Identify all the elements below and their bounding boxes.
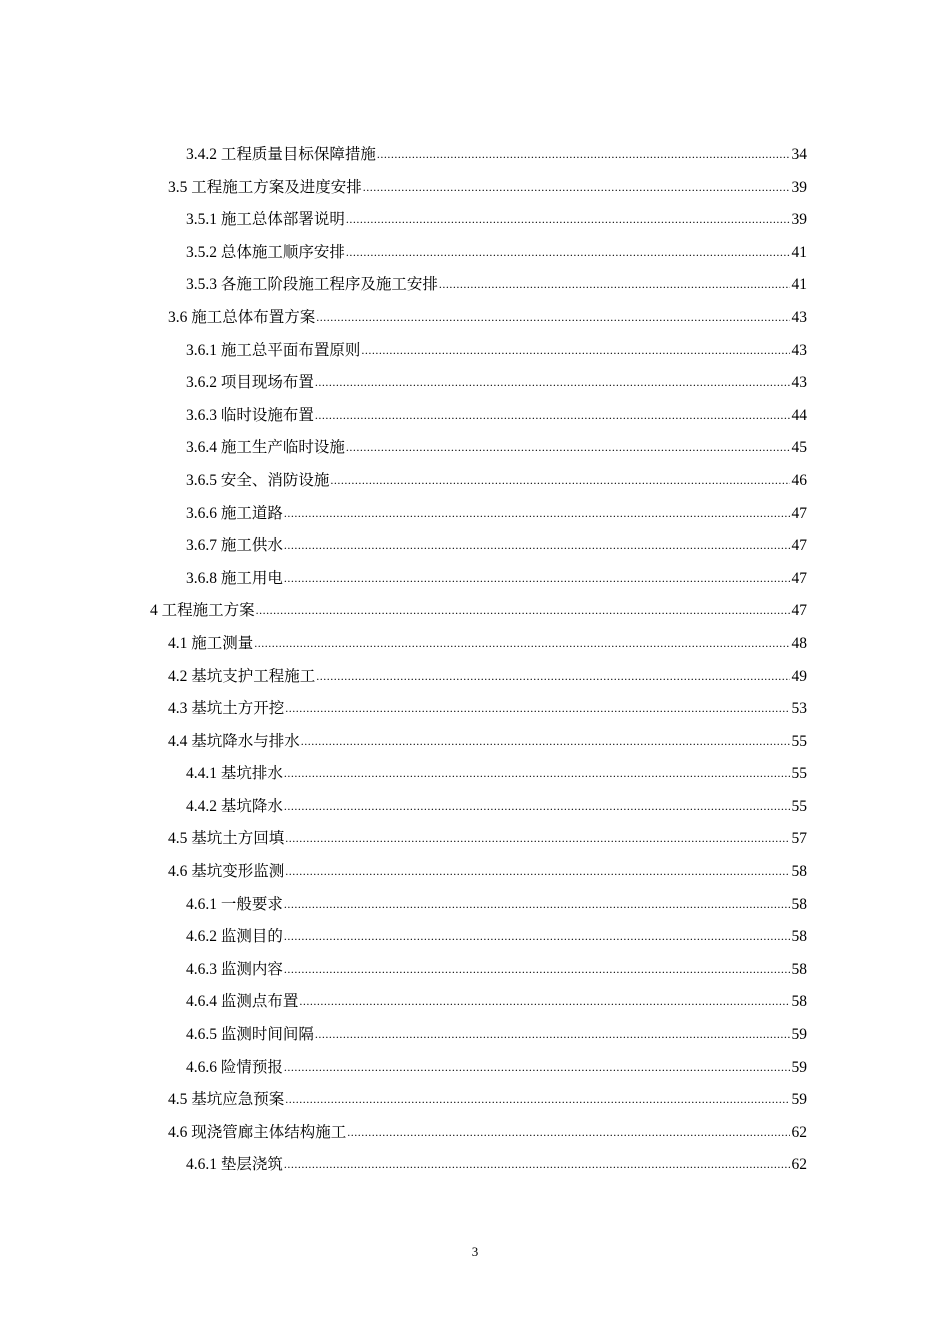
toc-entry-page: 47 [791,504,807,522]
toc-entry-title: 3.6.2 项目现场布置 [186,367,314,400]
toc-entry[interactable] [0,563,950,596]
toc-entry-page: 55 [791,765,807,783]
toc-entry-page: 41 [791,243,807,261]
toc-dot-leader [285,692,790,725]
toc-entry-page: 59 [791,1026,807,1044]
toc-entry-title: 3.6 施工总体布置方案 [168,302,315,335]
toc-entry[interactable] [0,172,950,205]
toc-entry[interactable] [0,367,950,400]
toc-entry[interactable] [0,921,950,954]
toc-entry-title: 4.6 基坑变形监测 [168,856,284,889]
toc-entry[interactable] [0,986,950,1019]
toc-entry[interactable] [0,1117,950,1150]
toc-entry-page: 55 [791,732,807,750]
toc-entry-title: 4.1 施工测量 [168,628,253,661]
toc-entry[interactable] [0,595,950,628]
toc-entry-title: 3.6.8 施工用电 [186,563,283,596]
toc-entry-page: 47 [791,569,807,587]
toc-entry-title: 3.5 工程施工方案及进度安排 [168,172,362,205]
toc-entry-page: 47 [791,537,807,555]
toc-entry-title: 4.4.1 基坑排水 [186,758,283,791]
toc-dot-leader [254,627,790,660]
toc-entry[interactable] [0,269,950,302]
toc-entry[interactable] [0,758,950,791]
toc-entry-page: 43 [791,308,807,326]
toc-dot-leader [284,790,790,823]
toc-entry-title: 3.6.7 施工供水 [186,530,283,563]
toc-dot-leader [316,660,790,693]
toc-entry[interactable] [0,498,950,531]
toc-dot-leader [377,138,790,171]
toc-entry[interactable] [0,661,950,694]
toc-dot-leader [256,594,790,627]
toc-entry[interactable] [0,302,950,335]
toc-dot-leader [284,497,790,530]
toc-entry-title: 4.6.1 一般要求 [186,889,283,922]
toc-dot-leader [315,1018,790,1051]
toc-entry-title: 4.6.5 监测时间间隔 [186,1019,314,1052]
toc-entry[interactable] [0,693,950,726]
toc-entry[interactable] [0,1019,950,1052]
toc-entry-title: 3.5.2 总体施工顺序安排 [186,237,345,270]
toc-entry-title: 4.6 现浇管廊主体结构施工 [168,1117,346,1150]
toc-entry-title: 4.4.2 基坑降水 [186,791,283,824]
toc-entry[interactable] [0,1149,950,1182]
toc-entry-page: 47 [791,602,807,620]
toc-dot-leader [284,920,790,953]
toc-entry-title: 4.3 基坑土方开挖 [168,693,284,726]
toc-entry-title: 3.6.1 施工总平面布置原则 [186,335,360,368]
toc-entry-page: 41 [791,276,807,294]
toc-dot-leader [284,888,790,921]
toc-entry[interactable] [0,335,950,368]
toc-entry-page: 39 [791,211,807,229]
toc-entry-title: 4.5 基坑土方回填 [168,823,284,856]
toc-entry-page: 39 [791,178,807,196]
toc-entry[interactable] [0,400,950,433]
toc-entry-title: 3.5.1 施工总体部署说明 [186,204,345,237]
toc-entry-page: 58 [791,928,807,946]
toc-dot-leader [361,334,790,367]
toc-dot-leader [346,431,790,464]
toc-entry-page: 34 [791,146,807,163]
toc-entry-page: 62 [791,1156,807,1174]
toc-entry-title: 4.6.4 监测点布置 [186,986,298,1019]
toc-dot-leader [363,171,790,204]
toc-entry-page: 57 [791,830,807,848]
toc-dot-leader [284,1051,790,1084]
toc-entry[interactable] [0,791,950,824]
toc-entry[interactable] [0,204,950,237]
toc-entry-page: 49 [791,667,807,685]
toc-entry-title: 4.6.1 垫层浇筑 [186,1149,283,1182]
toc-entry[interactable] [0,1052,950,1085]
toc-entry-page: 55 [791,797,807,815]
toc-dot-leader [284,529,790,562]
toc-entry-page: 59 [791,1058,807,1076]
toc-entry[interactable] [0,237,950,270]
toc-entry-page: 58 [791,895,807,913]
toc-entry[interactable] [0,954,950,987]
toc-entry-title: 3.6.3 临时设施布置 [186,400,314,433]
toc-entry-title: 4.6.3 监测内容 [186,954,283,987]
toc-entry-page: 58 [791,993,807,1011]
toc-entry-page: 48 [791,634,807,652]
toc-dot-leader [346,203,790,236]
page-number: 3 [471,1244,479,1259]
toc-entry-title: 4.5 基坑应急预案 [168,1084,284,1117]
toc-entry[interactable] [0,628,950,661]
toc-entry-page: 43 [791,341,807,359]
toc-dot-leader [285,1083,790,1116]
toc-entry-page: 62 [791,1123,807,1141]
toc-dot-leader [301,725,790,758]
toc-dot-leader [315,399,790,432]
toc-dot-leader [439,268,790,301]
toc-entry-page: 45 [791,439,807,457]
toc-entry[interactable] [0,1084,950,1117]
toc-dot-leader [330,464,790,497]
table-of-contents [0,139,950,1182]
toc-dot-leader [346,236,790,269]
toc-entry-title: 4.6.6 险情预报 [186,1052,283,1085]
toc-entry-title: 4 工程施工方案 [150,595,255,628]
toc-entry-title: 3.5.3 各施工阶段施工程序及施工安排 [186,269,438,302]
toc-entry[interactable] [0,139,950,172]
toc-entry-page: 53 [791,700,807,718]
toc-entry-page: 43 [791,374,807,392]
toc-entry-title: 3.6.6 施工道路 [186,498,283,531]
toc-entry[interactable] [0,856,950,889]
toc-dot-leader [285,822,790,855]
toc-entry-page: 59 [791,1091,807,1109]
toc-entry-page: 58 [791,960,807,978]
toc-dot-leader [299,985,790,1018]
toc-entry[interactable] [0,432,950,465]
toc-entry[interactable] [0,530,950,563]
toc-entry-title: 3.6.4 施工生产临时设施 [186,432,345,465]
toc-entry-title: 4.4 基坑降水与排水 [168,726,300,759]
toc-dot-leader [347,1116,790,1149]
toc-entry[interactable] [0,823,950,856]
toc-dot-leader [284,953,790,986]
toc-entry-page: 46 [791,471,807,489]
toc-dot-leader [316,301,790,334]
toc-entry[interactable] [0,726,950,759]
toc-dot-leader [315,366,790,399]
toc-entry-title: 3.6.5 安全、消防设施 [186,465,329,498]
toc-entry-title: 4.6.2 监测目的 [186,921,283,954]
toc-dot-leader [284,757,790,790]
toc-entry-page: 44 [791,406,807,424]
toc-dot-leader [284,562,790,595]
toc-entry-page: 58 [791,863,807,881]
toc-entry[interactable] [0,889,950,922]
toc-entry[interactable] [0,465,950,498]
toc-entry-title: 4.2 基坑支护工程施工 [168,661,315,694]
toc-entry-title: 3.4.2 工程质量目标保障措施 [186,139,376,172]
toc-dot-leader [284,1148,790,1181]
toc-dot-leader [285,855,790,888]
